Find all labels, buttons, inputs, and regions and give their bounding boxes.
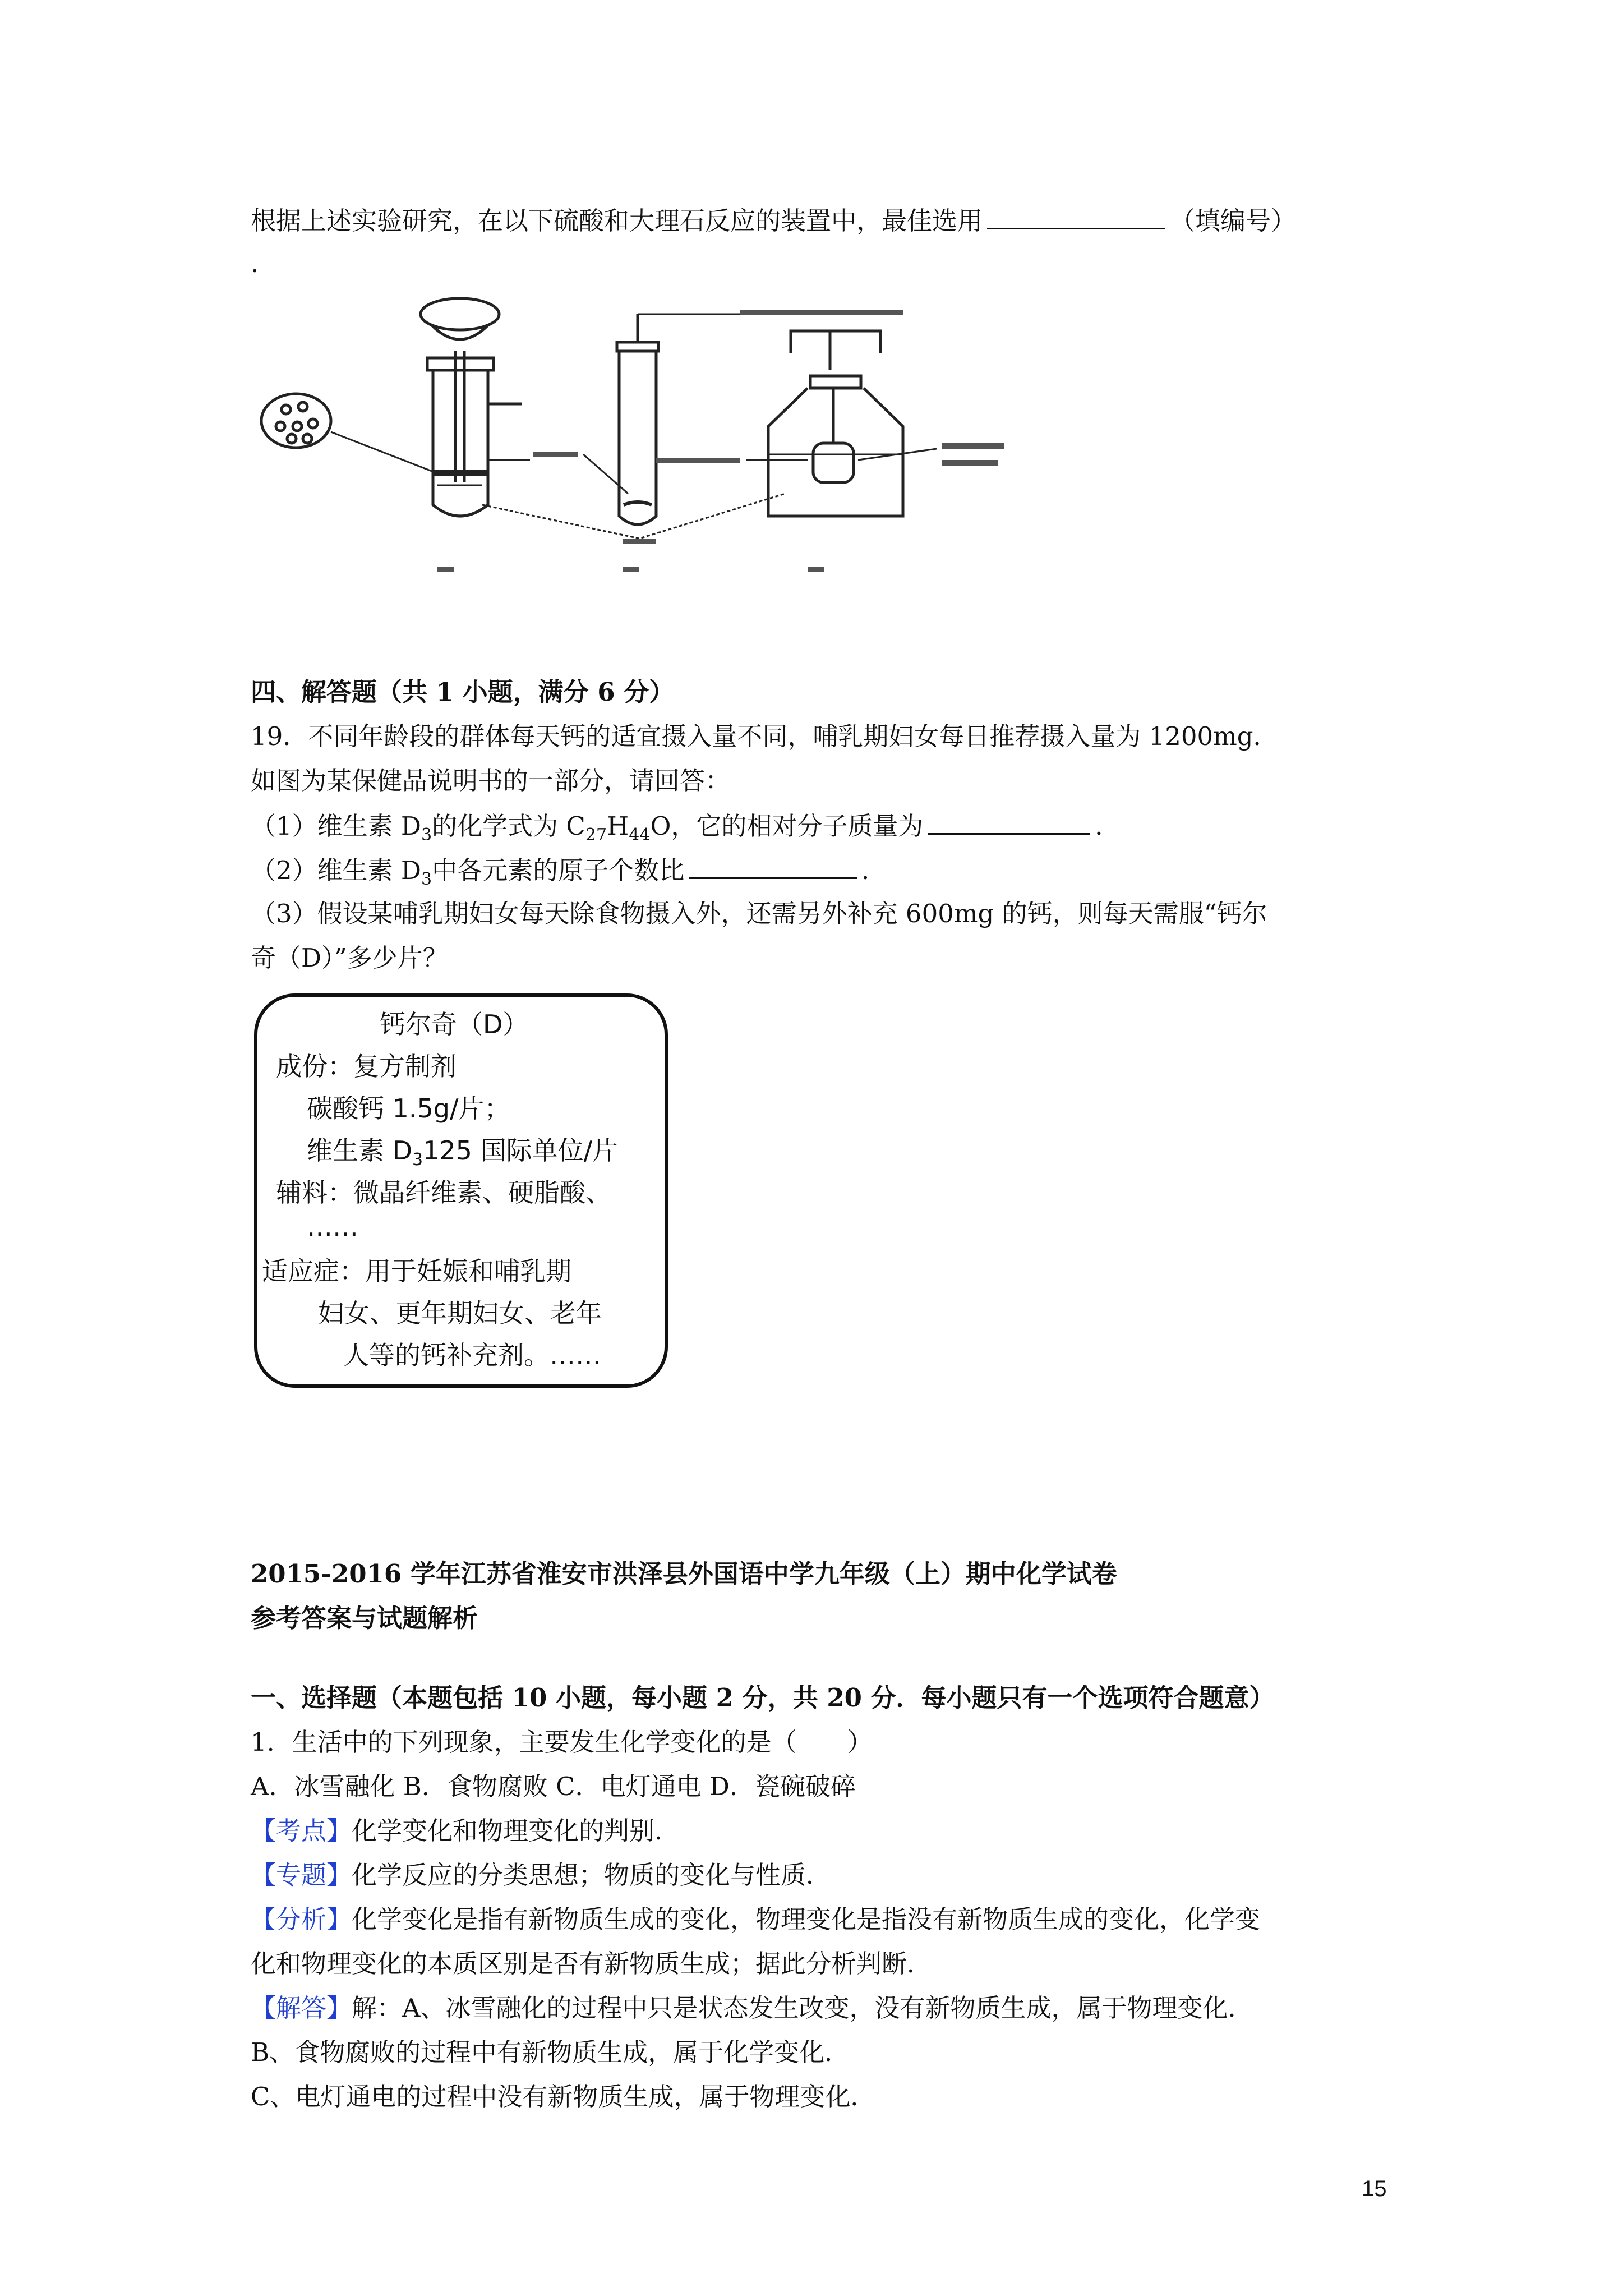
- q18-text: 根据上述实验研究，在以下硫酸和大理石反应的装置中，最佳选用: [251, 206, 983, 236]
- text: ．: [861, 855, 887, 885]
- text: 中各元素的原子个数比: [432, 855, 685, 885]
- q19-sub3-line2: 奇（D）”多少片？: [251, 943, 448, 973]
- section-title: 四、解答题（共 1 小题，满分 6 分）: [251, 677, 675, 707]
- subscript: 3: [421, 869, 432, 889]
- q1-stem: 1．生活中的下列现象，主要发生化学变化的是（ ）: [251, 1727, 873, 1757]
- label-line-5: ……: [307, 1212, 358, 1242]
- kaodian-tag: 【考点】: [251, 1816, 352, 1846]
- zhuanti-line: [251, 1858, 831, 1892]
- q1-options: A．冰雪融化 B．食物腐败 C．电灯通电 D．瓷碗破碎: [251, 1772, 856, 1801]
- jieda-line-2: B、食物腐败的过程中有新物质生成，属于化学变化．: [251, 2037, 850, 2067]
- q19-line1: 19．不同年龄段的群体每天钙的适宜摄入量不同，哺乳期妇女每日推荐摄入量为 1200mg．: [251, 721, 1279, 751]
- label-line-1: 成份：复方制剂: [276, 1051, 457, 1082]
- subscript: 27: [585, 825, 607, 845]
- fenxi-tag: 【分析】: [251, 1904, 352, 1934]
- zhuanti-text: 化学反应的分类思想；物质的变化与性质．: [352, 1860, 832, 1890]
- answer-blank: [689, 853, 857, 879]
- section-1-title: 一、选择题（本题包括 10 小题，每小题 2 分，共 20 分．每小题只有一个选项符合题意）: [251, 1683, 1275, 1713]
- q18-period: .: [251, 249, 259, 278]
- label-line-8: 人等的钙补充剂。……: [343, 1340, 601, 1370]
- fenxi-line-2: 化和物理变化的本质区别是否有新物质生成；据此分析判断．: [251, 1949, 933, 1978]
- text: ．: [1095, 811, 1121, 841]
- zhuanti-tag: 【专题】: [251, 1860, 352, 1890]
- q18-line: [251, 203, 1296, 238]
- q19-line2: 如图为某保健品说明书的一部分，请回答：: [251, 766, 731, 795]
- q19-sub2: [251, 853, 887, 896]
- fenxi-text: 化学变化是指有新物质生成的变化，物理变化是指没有新物质生成的变化，化学变: [352, 1904, 1261, 1934]
- answer-blank: [987, 203, 1165, 229]
- q18-end: （填编号）: [1170, 206, 1297, 236]
- page-number: 15: [1362, 2177, 1387, 2201]
- q19-sub3-line1: （3）假设某哺乳期妇女每天除食物摄入外，还需另外补充 600mg 的钙，则每天需服“钙尔: [251, 899, 1267, 928]
- answer-blank: [928, 808, 1090, 835]
- label-line-3: [307, 1130, 618, 1170]
- jieda-tag: 【解答】: [251, 1993, 352, 2023]
- text: 的化学式为 C: [432, 811, 585, 841]
- answers-subtitle: 参考答案与试题解析: [251, 1603, 478, 1633]
- jieda-line: [251, 1991, 1253, 2025]
- product-label-figure: [253, 993, 668, 1388]
- text: O，它的相对分子质量为: [650, 811, 924, 841]
- label-line-7: 妇女、更年期妇女、老年: [318, 1298, 602, 1328]
- q19-sub1: [251, 808, 1120, 852]
- text: H: [607, 811, 629, 841]
- jieda-text: 解：A、冰雪融化的过程中只是状态发生改变，没有新物质生成，属于物理变化．: [352, 1993, 1253, 2023]
- label-line-4: 辅料：微晶纤维素、硬脂酸、: [276, 1177, 611, 1208]
- apparatus-figure: [247, 292, 1122, 583]
- answers-title: 2015-2016 学年江苏省淮安市洪泽县外国语中学九年级（上）期中化学试卷: [251, 1559, 1117, 1589]
- subscript: 3: [412, 1150, 423, 1170]
- jieda-line-3: C、电灯通电的过程中没有新物质生成，属于物理变化．: [251, 2082, 876, 2111]
- subscript: 44: [629, 825, 651, 845]
- text: （2）维生素 D: [251, 855, 422, 885]
- fenxi-line: [251, 1903, 1260, 1936]
- label-line-6: 适应症：用于妊娠和哺乳期: [262, 1256, 571, 1286]
- text: （1）维生素 D: [251, 811, 422, 841]
- text: 维生素 D: [307, 1135, 413, 1166]
- text: 125 国际单位/片: [423, 1135, 619, 1166]
- subscript: 3: [421, 825, 432, 845]
- kaodian-line: [251, 1814, 680, 1848]
- kaodian-text: 化学变化和物理变化的判别．: [352, 1816, 680, 1846]
- label-line-2: 碳酸钙 1.5g/片；: [307, 1093, 510, 1124]
- label-title: 钙尔奇（D）: [380, 1009, 529, 1039]
